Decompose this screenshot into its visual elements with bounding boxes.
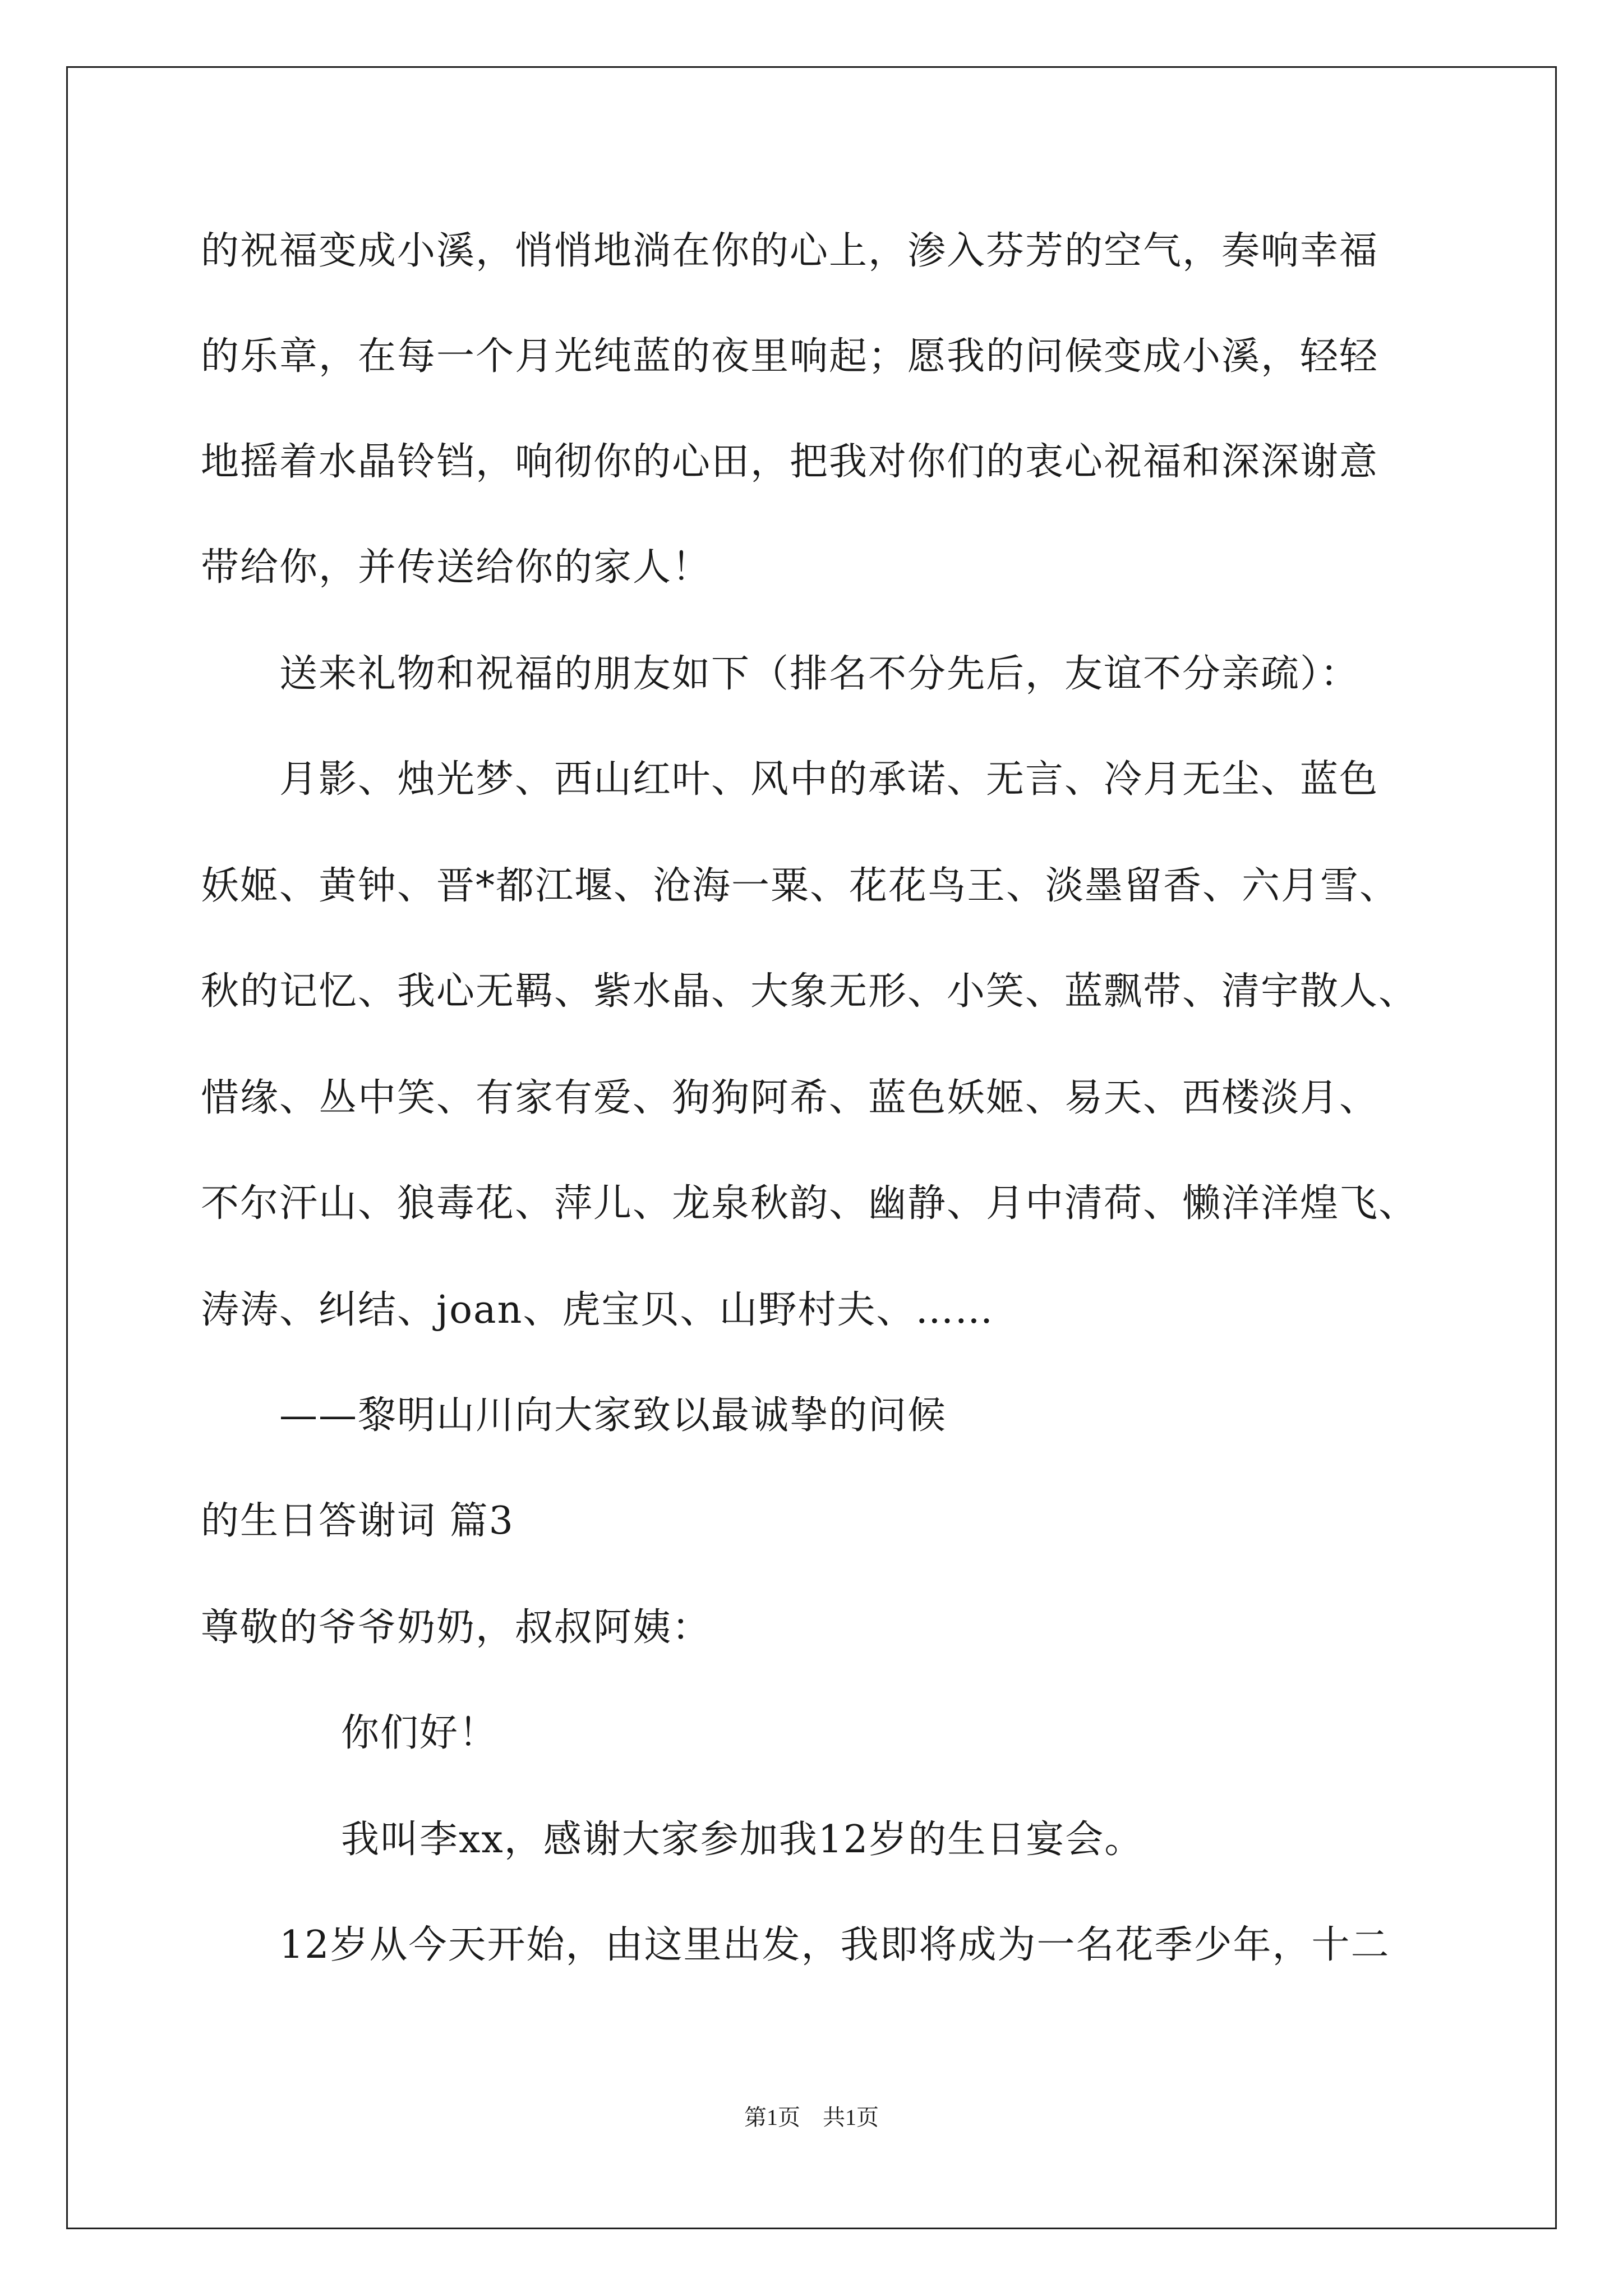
page-footer: 第1页 共1页 bbox=[744, 2105, 879, 2130]
paragraph-line: 妖姬、黄钟、晋*都江堰、沧海一粟、花花鸟王、淡墨留香、六月雪、 bbox=[201, 864, 1399, 908]
salutation: 尊敬的爷爷奶奶，叔叔阿姨： bbox=[201, 1605, 712, 1650]
paragraph-line: 12岁从今天开始，由这里出发，我即将成为一名花季少年，十二 bbox=[279, 1923, 1390, 1967]
page-border bbox=[66, 66, 1557, 2229]
signature-line: ——黎明山川向大家致以最诚挚的问候 bbox=[279, 1393, 947, 1438]
paragraph-line: 月影、烛光梦、西山红叶、风中的承诺、无言、冷月无尘、蓝色 bbox=[279, 757, 1379, 802]
paragraph-line: 秋的记忆、我心无羁、紫水晶、大象无形、小笑、蓝飘带、清宇散人、 bbox=[201, 969, 1418, 1014]
paragraph-line: 不尔汗山、狼毒花、萍儿、龙泉秋韵、幽静、月中清荷、懒洋洋煌飞、 bbox=[201, 1181, 1418, 1226]
section-heading: 的生日答谢词 篇3 bbox=[201, 1499, 514, 1543]
paragraph-line: 惜缘、丛中笑、有家有爱、狗狗阿希、蓝色妖姬、易天、西楼淡月、 bbox=[201, 1076, 1379, 1120]
paragraph-line: 送来礼物和祝福的朋友如下（排名不分先后，友谊不分亲疏）： bbox=[279, 652, 1360, 696]
paragraph-line: 的祝福变成小溪，悄悄地淌在你的心上，渗入芬芳的空气，奏响幸福 bbox=[201, 229, 1379, 273]
paragraph-line: 我叫李xx，感谢大家参加我12岁的生日宴会。 bbox=[341, 1818, 1144, 1862]
paragraph-line: 带给你，并传送给你的家人！ bbox=[201, 545, 712, 590]
paragraph-line: 地摇着水晶铃铛，响彻你的心田，把我对你们的衷心祝福和深深谢意 bbox=[201, 440, 1379, 484]
paragraph-line: 涛涛、纠结、joan、虎宝贝、山野村夫、…… bbox=[201, 1288, 994, 1332]
greeting: 你们好！ bbox=[341, 1711, 499, 1755]
paragraph-line: 的乐章，在每一个月光纯蓝的夜里响起；愿我的问候变成小溪，轻轻 bbox=[201, 334, 1379, 379]
